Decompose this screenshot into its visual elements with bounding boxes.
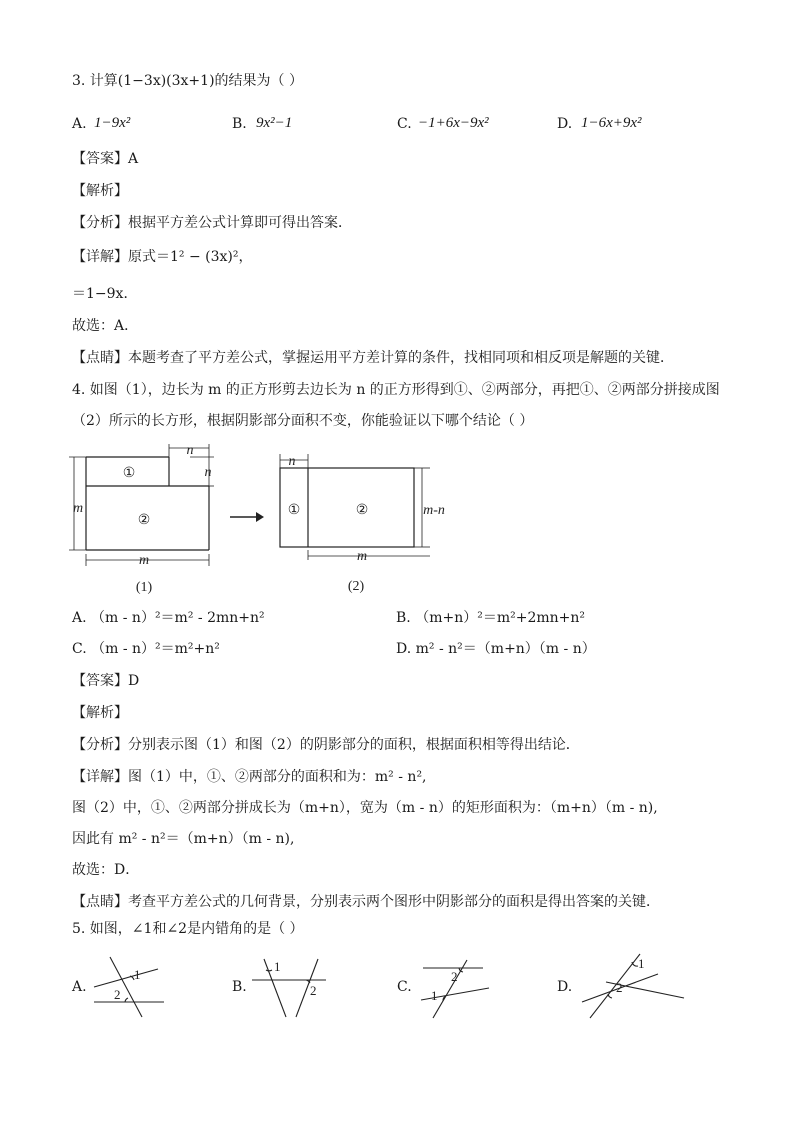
- arrow-right-icon: [228, 510, 264, 524]
- q3-option-c-text: −1+6x−9x²: [418, 115, 489, 131]
- q4-choose: 故选：D．: [72, 862, 140, 878]
- q4-stem-line2: （2）所示的长方形，根据阴影部分面积不变，你能验证以下哪个结论（ ）: [72, 413, 534, 429]
- q4-analysis-heading: 【解析】: [72, 705, 128, 721]
- fig1-n-top: n: [186, 443, 194, 458]
- q4-option-a-text: （m - n）²＝m² - 2mn+n²: [91, 610, 265, 626]
- fig1-m-bottom: m: [138, 553, 150, 568]
- fig2-mn-right: m-n: [423, 503, 445, 518]
- fig1-piece-2: ②: [137, 513, 151, 528]
- q3-option-b-text: 9x²−1: [256, 115, 293, 131]
- q4-option-d: [396, 642, 596, 656]
- q5-a-angle-1: 1: [134, 967, 141, 982]
- q5-option-a-label: A.: [72, 979, 87, 995]
- q5-figure-a: [90, 955, 170, 1019]
- q4-option-b-label: B.: [396, 610, 411, 626]
- q5-figure-d: [576, 952, 688, 1020]
- q5-a-angle-2: 2: [114, 987, 121, 1002]
- fig1-n-right: n: [204, 465, 212, 480]
- q4-option-c-label: C.: [72, 641, 87, 657]
- q4-answer: 【答案】D: [72, 673, 140, 689]
- q3-option-d-label: D.: [557, 116, 573, 132]
- q5-b-angle-1: 1: [274, 959, 281, 974]
- q4-fenxi: 【分析】分别表示图（1）和图（2）的阴影部分的面积，根据面积相等得出结论．: [72, 737, 580, 753]
- fig2-piece-1: ①: [287, 503, 301, 518]
- q4-option-b: [396, 611, 585, 625]
- q4-option-d-text: m² - n²＝（m+n）（m - n）: [415, 641, 596, 657]
- q5-stem: 5. 如图，∠1和∠2是内错角的是（ ）: [72, 921, 304, 937]
- fig1-caption: (1): [135, 580, 153, 595]
- q5-c-angle-1: 1: [431, 988, 438, 1003]
- q4-figure-2: [272, 452, 452, 592]
- fig2-m-bottom: m: [356, 549, 368, 564]
- fig1-piece-1: ①: [122, 466, 136, 481]
- q4-detail-1: 【详解】图（1）中，①、②两部分的面积和为：m² - n²,: [72, 769, 427, 785]
- q3-analysis-heading: 【解析】: [72, 183, 128, 199]
- fig1-m-left: m: [72, 501, 84, 516]
- q4-option-c: [72, 642, 220, 656]
- q5-d-angle-2: 2: [616, 980, 623, 995]
- q3-comment: 【点睛】本题考查了平方差公式，掌握运用平方差计算的条件，找相同项和相反项是解题的关键．: [72, 350, 674, 366]
- q3-answer: 【答案】A: [72, 151, 139, 167]
- q3-fenxi: 【分析】根据平方差公式计算即可得出答案．: [72, 215, 352, 231]
- q4-figure-1: [66, 444, 226, 594]
- fig2-piece-2: ②: [355, 503, 369, 518]
- q4-stem-line1: 4. 如图（1），边长为 m 的正方形剪去边长为 n 的正方形得到①、②两部分，再把①、②两部分拼接成图: [72, 382, 720, 398]
- q5-option-c-label: C.: [397, 979, 412, 995]
- q4-detail-2: 图（2）中，①、②两部分拼成长为（m+n），宽为（m - n）的矩形面积为：（m+n）（m - n),: [72, 800, 658, 816]
- q4-option-d-label: D.: [396, 641, 412, 657]
- q4-comment: 【点睛】考查平方差公式的几何背景，分别表示两个图形中阴影部分的面积是得出答案的关键．: [72, 894, 660, 910]
- q3-stem: 3. 计算(1−3x)(3x+1)的结果为（ ）: [72, 73, 303, 89]
- q5-figure-b: [250, 955, 330, 1019]
- q3-detail-1: 【详解】原式＝1² − (3x)²，: [72, 249, 253, 265]
- q5-option-b-label: B.: [232, 979, 247, 995]
- q5-d-angle-1: 1: [638, 956, 645, 971]
- q4-option-c-text: （m - n）²＝m²+n²: [91, 641, 220, 657]
- q3-option-a-label: A.: [72, 116, 87, 132]
- q4-option-a-label: A.: [72, 610, 87, 626]
- q3-detail-2: ＝1−9x．: [72, 286, 138, 302]
- q3-option-b-label: B.: [232, 116, 247, 132]
- q5-b-angle-2: 2: [310, 983, 317, 998]
- q3-choose: 故选：A．: [72, 318, 139, 334]
- q5-c-angle-2: 2: [451, 969, 458, 984]
- q3-option-a-text: 1−9x²: [94, 115, 131, 131]
- q4-detail-3: 因此有 m² - n²＝（m+n）（m - n),: [72, 831, 295, 847]
- q3-option-d-text: 1−6x+9x²: [581, 115, 642, 131]
- fig2-caption: (2): [347, 579, 365, 594]
- q4-option-b-text: （m+n）²＝m²+2mn+n²: [415, 610, 586, 626]
- q3-option-c-label: C.: [397, 116, 412, 132]
- q4-option-a: [72, 611, 265, 625]
- q5-option-d-label: D.: [557, 979, 573, 995]
- q5-figure-c: [415, 960, 495, 1024]
- fig2-n-top: n: [288, 454, 296, 469]
